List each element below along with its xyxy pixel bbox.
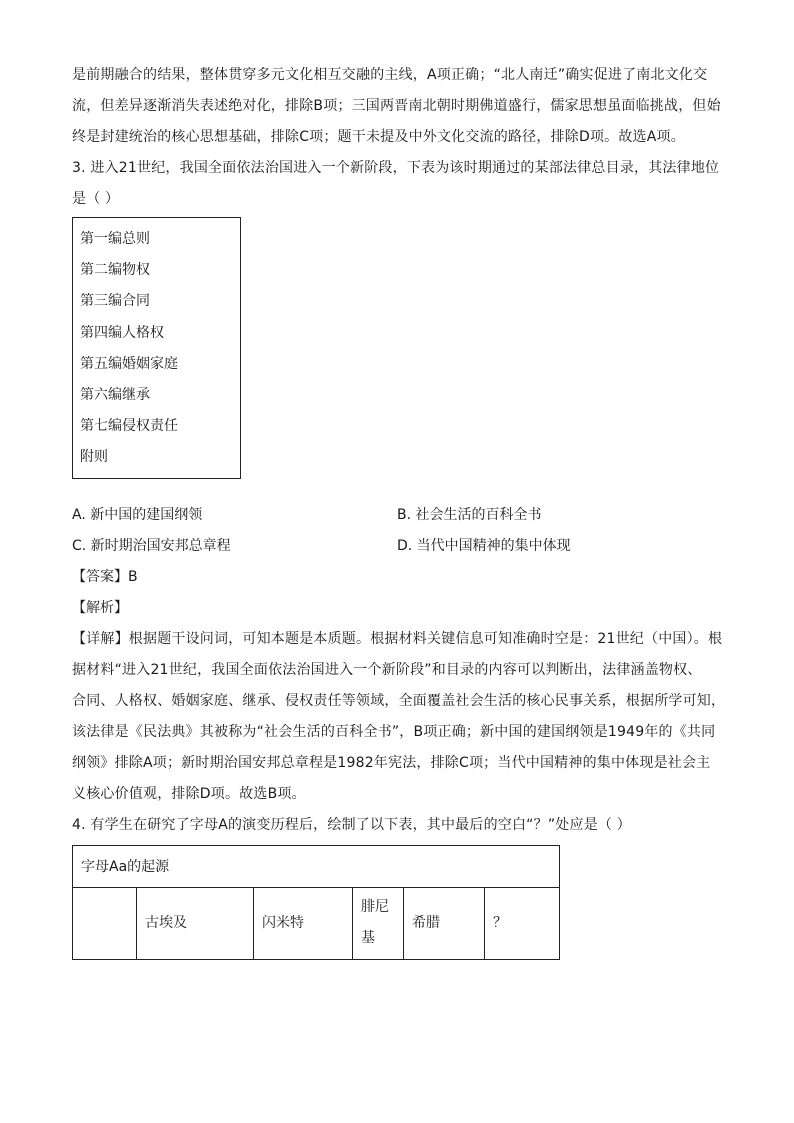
text-line: 是前期融合的结果，整体贯穿多元文化相互交融的主线，A项正确；“北人南迁”确实促进了南北文化交	[72, 67, 708, 83]
answer-options	[72, 500, 722, 562]
text-line: 【详解】根据题干设问词，可知本题是本质题。根据材料关键信息可知准确时空是：21世纪（中国）。根	[72, 630, 723, 647]
table-cell-blank	[73, 887, 137, 959]
question-stem: 4. 有学生在研究了字母A的演变历程后，绘制了以下表，其中最后的空白“？”处应是（ ）	[72, 816, 631, 833]
text-line: 纲领》排除A项；新时期治国安邦总章程是1982年宪法，排除C项；当代中国精神的集中体现是社会主	[72, 754, 711, 771]
detailed-explanation	[72, 624, 726, 810]
question-4	[72, 810, 722, 960]
contents-item: 第五编婚姻家庭	[80, 355, 178, 372]
table-cell: 希腊	[404, 887, 485, 959]
contents-item: 附则	[80, 449, 108, 466]
question-stem: 3. 进入21世纪，我国全面依法治国进入一个新阶段，下表为该时期通过的某部法律总目录，其法律地位	[72, 160, 720, 176]
text-line: 合同、人格权、婚姻家庭、继承、侵权责任等领域，全面覆盖社会生活的核心民事关系，根据所学可知，	[72, 692, 726, 709]
table-cell: 闪米特	[254, 887, 353, 959]
law-contents-table	[72, 217, 241, 479]
option-c: C. 新时期治国安邦总章程	[72, 537, 231, 554]
table-cell-question-mark: ？	[485, 887, 560, 959]
option-d: D. 当代中国精神的集中体现	[397, 537, 571, 554]
answer-label: 【答案】B	[72, 568, 138, 585]
table-row	[73, 887, 560, 959]
table-cell: 腓尼基	[353, 887, 404, 959]
contents-item: 第二编物权	[80, 262, 150, 279]
analysis-label: 【解析】	[72, 599, 128, 616]
table-cell: 古埃及	[137, 887, 254, 959]
option-b: B. 社会生活的百科全书	[397, 506, 542, 523]
text-line: 终是封建统治的核心思想基础，排除C项；题干未提及中外文化交流的路径，排除D项。故选A项。	[72, 129, 685, 145]
option-a: A. 新中国的建国纲领	[72, 506, 203, 523]
text-line: 流，但差异逐渐消失表述绝对化，排除B项；三国两晋南北朝时期佛道盛行，儒家思想虽面临挑战，但始	[72, 98, 721, 114]
contents-item: 第六编继承	[80, 387, 150, 404]
text-line: 据材料“进入21世纪，我国全面依法治国进入一个新阶段”和目录的内容可以判断出，法律涵盖物权、	[72, 661, 702, 678]
text-line: 义核心价值观，排除D项。故选B项。	[72, 785, 306, 802]
table-header: 字母Aa的起源	[73, 845, 560, 887]
text-line: 该法律是《民法典》其被称为“社会生活的百科全书”，B项正确；新中国的建国纲领是1949年的《共同	[72, 723, 716, 740]
contents-item: 第四编人格权	[80, 324, 164, 341]
contents-item: 第七编侵权责任	[80, 418, 178, 435]
page-content	[72, 60, 726, 960]
question-stem: 是（ ）	[72, 191, 120, 207]
contents-item: 第一编总则	[80, 231, 150, 247]
previous-analysis	[72, 60, 722, 153]
question-3	[72, 153, 726, 810]
contents-item: 第三编合同	[80, 293, 150, 310]
letter-origin-table	[72, 845, 560, 960]
